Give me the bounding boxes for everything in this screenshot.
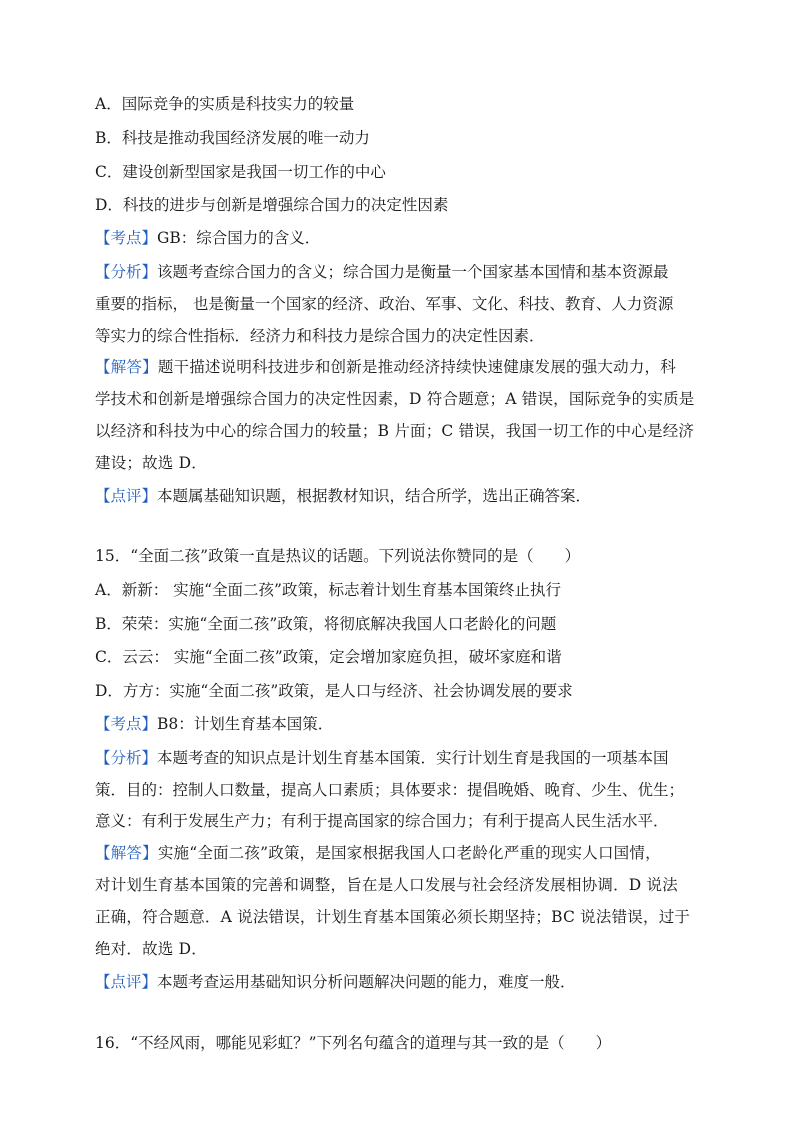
q15-jieda-line-2: 对计划生育基本国策的完善和调整，旨在是人口发展与社会经济发展相协调．D 说法 xyxy=(95,876,678,894)
q14-option-c: C．建设创新型国家是我国一切工作的中心 xyxy=(95,163,386,181)
fenxi-tag: 【分析】 xyxy=(95,749,158,767)
fenxi-tag: 【分析】 xyxy=(95,263,158,281)
q14-fenxi-line-2: 重要的指标， 也是衡量一个国家的经济、政治、军事、文化、科技、教育、人力资源 xyxy=(95,295,674,313)
q14-fenxi-line-3: 等实力的综合性指标．经济力和科技力是综合国力的决定性因素． xyxy=(95,327,545,345)
dianping-text: 本题考查运用基础知识分析问题解决问题的能力，难度一般． xyxy=(157,973,576,991)
q15-dianping xyxy=(95,972,720,992)
jieda-line: 实施“全面二孩”政策，是国家根据我国人口老龄化严重的现实人口国情， xyxy=(157,844,661,862)
q15-fenxi xyxy=(95,748,720,768)
q15-option-a: A．新新： 实施“全面二孩”政策，标志着计划生育基本国策终止执行 xyxy=(95,581,561,599)
q14-fenxi xyxy=(95,262,720,282)
q14-kaodian xyxy=(95,228,720,248)
q14-jieda xyxy=(95,357,720,377)
dianping-text: 本题属基础知识题，根据教材知识，结合所学，选出正确答案． xyxy=(157,487,592,505)
q15-fenxi-line-2: 策．目的：控制人口数量，提高人口素质；具体要求：提倡晚婚、晚育、少生、优生； xyxy=(95,781,685,799)
q14-dianping xyxy=(95,486,720,506)
q15-stem: 15．“全面二孩”政策一直是热议的话题。下列说法你赞同的是（ ） xyxy=(95,547,581,565)
q15-option-b: B．荣荣：实施“全面二孩”政策，将彻底解决我国人口老龄化的问题 xyxy=(95,615,557,633)
q15-option-c: C．云云： 实施“全面二孩”政策，定会增加家庭负担，破坏家庭和谐 xyxy=(95,648,562,666)
dianping-tag: 【点评】 xyxy=(95,973,158,991)
jieda-tag: 【解答】 xyxy=(95,358,158,376)
fenxi-line: 本题考查的知识点是计划生育基本国策．实行计划生育是我国的一项基本国 xyxy=(157,749,669,767)
fenxi-line: 该题考查综合国力的含义；综合国力是衡量一个国家基本国情和基本资源最 xyxy=(157,263,669,281)
q15-jieda-line-3: 正确，符合题意．A 说法错误，计划生育基本国策必须长期坚持；BC 说法错误，过于 xyxy=(95,908,691,926)
q14-jieda-line-2: 学技术和创新是增强综合国力的决定性因素，D 符合题意；A 错误，国际竞争的实质是 xyxy=(95,390,695,408)
q15-kaodian xyxy=(95,714,720,734)
kaodian-text: B8：计划生育基本国策． xyxy=(157,715,334,733)
q15-jieda xyxy=(95,843,720,863)
q14-option-b: B．科技是推动我国经济发展的唯一动力 xyxy=(95,129,370,147)
kaodian-tag: 【考点】 xyxy=(95,715,158,733)
q14-jieda-line-3: 以经济和科技为中心的综合国力的较量；B 片面；C 错误，我国一切工作的中心是经济 xyxy=(95,422,695,440)
q15-fenxi-line-3: 意义：有利于发展生产力；有利于提高国家的综合国力；有利于提高人民生活水平． xyxy=(95,812,669,830)
jieda-tag: 【解答】 xyxy=(95,844,158,862)
q14-jieda-line-4: 建设；故选 D． xyxy=(95,454,207,472)
q15-option-d: D．方方：实施“全面二孩”政策，是人口与经济、社会协调发展的要求 xyxy=(95,682,573,700)
kaodian-tag: 【考点】 xyxy=(95,229,158,247)
q16-stem: 16．“不经风雨，哪能见彩虹？”下列名句蕴含的道理与其一致的是（ ） xyxy=(95,1034,612,1052)
q14-option-d: D．科技的进步与创新是增强综合国力的决定性因素 xyxy=(95,196,449,214)
kaodian-text: GB：综合国力的含义． xyxy=(157,229,321,247)
q14-option-a: A．国际竞争的实质是科技实力的较量 xyxy=(95,95,355,113)
q15-jieda-line-4: 绝对．故选 D． xyxy=(95,940,207,958)
jieda-line: 题干描述说明科技进步和创新是推动经济持续快速健康发展的强大动力，科 xyxy=(157,358,676,376)
dianping-tag: 【点评】 xyxy=(95,487,158,505)
